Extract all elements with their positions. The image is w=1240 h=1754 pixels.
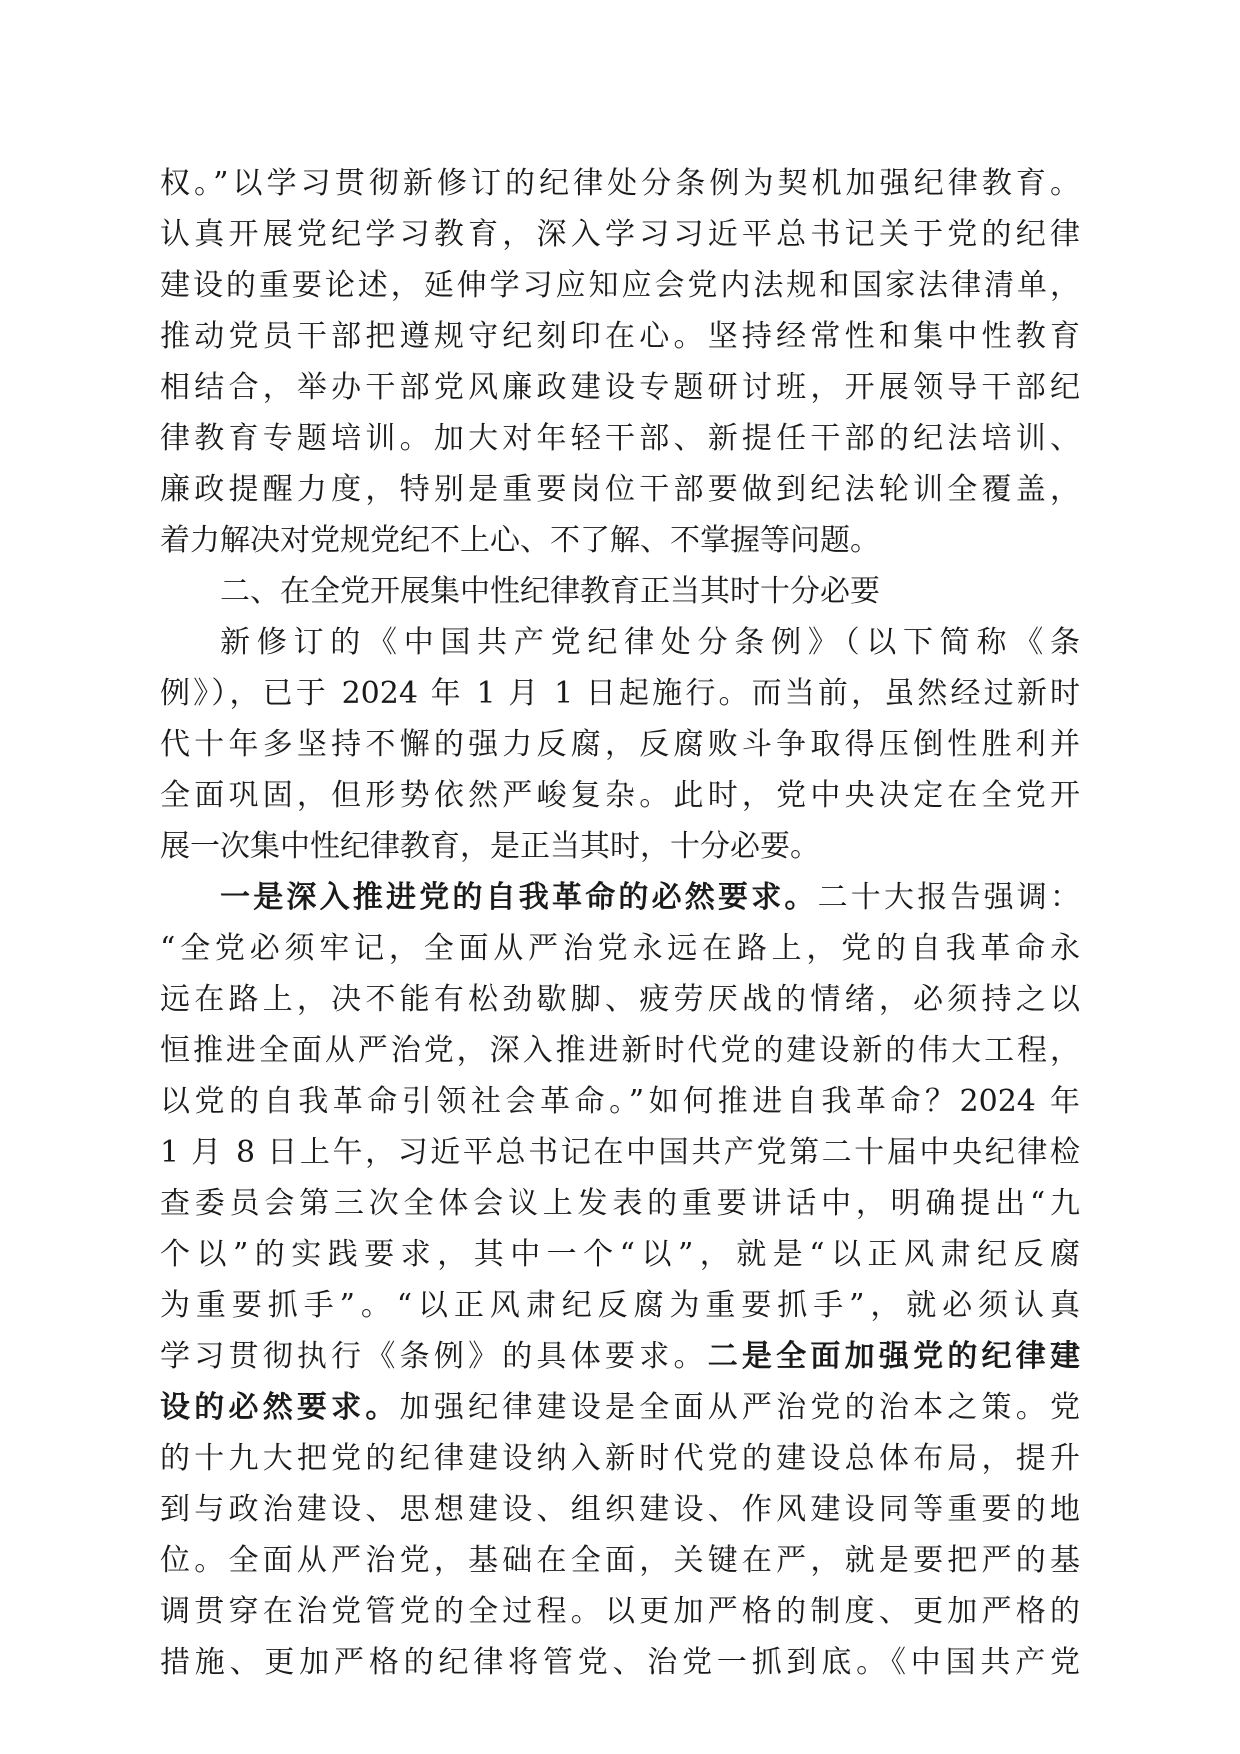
text-line: 展一次集中性纪律教育，是正当其时，十分必要。 — [160, 829, 820, 864]
text-line: 为重要抓手”。“以正风肃纪反腐为重要抓手”，就必须认真 — [160, 1288, 1080, 1323]
bold-lead-point-2-cont: 设的必然要求。 — [160, 1390, 400, 1425]
bold-lead-point-1: 一是深入推进党的自我革命的必然要求。 — [220, 880, 818, 915]
bold-lead-point-2: 二是全面加强党的纪律建 — [707, 1339, 1081, 1374]
text-line: 着力解决对党规党纪不上心、不了解、不掌握等问题。 — [160, 523, 880, 558]
text-line: 新修订的《中国共产党纪律处分条例》（以下简称《条 — [220, 625, 1080, 660]
text-line: 远在路上，决不能有松劲歇脚、疲劳厌战的情绪，必须持之以 — [160, 982, 1080, 1017]
text-line: 调贯穿在治党管党的全过程。以更加严格的制度、更加严格的 — [160, 1594, 1080, 1629]
text-line: 全面巩固，但形势依然严峻复杂。此时，党中央决定在全党开 — [160, 778, 1080, 813]
text-line: “全党必须牢记，全面从严治党永远在路上，党的自我革命永 — [160, 931, 1080, 966]
text-line: 建设的重要论述，延伸学习应知应会党内法规和国家法律清单， — [160, 268, 1080, 303]
text-line: 律教育专题培训。加大对年轻干部、新提任干部的纪法培训、 — [160, 421, 1080, 456]
text-segment: 二十大报告强调： — [817, 880, 1081, 915]
text-line: 个以”的实践要求，其中一个“以”，就是“以正风肃纪反腐 — [160, 1237, 1080, 1272]
text-line: 相结合，举办干部党风廉政建设专题研讨班，开展领导干部纪 — [160, 370, 1080, 405]
text-segment: 加强纪律建设是全面从严治党的治本之策。党 — [399, 1390, 1081, 1425]
text-line: 措施、更加严格的纪律将管党、治党一抓到底。《中国共产党 — [160, 1645, 1080, 1680]
text-line: 查委员会第三次全体会议上发表的重要讲话中，明确提出“九 — [160, 1186, 1080, 1221]
section-heading: 二、在全党开展集中性纪律教育正当其时十分必要 — [220, 574, 880, 609]
text-line: 位。全面从严治党，基础在全面，关键在严，就是要把严的基 — [160, 1543, 1080, 1578]
text-segment: 学习贯彻执行《条例》的具体要求。 — [160, 1339, 708, 1374]
text-line: 权。”以学习贯彻新修订的纪律处分条例为契机加强纪律教育。 — [160, 166, 1080, 201]
text-line: 到与政治建设、思想建设、组织建设、作风建设同等重要的地 — [160, 1492, 1080, 1527]
text-line: 例》），已于 2024 年 1 月 1 日起施行。而当前，虽然经过新时 — [160, 676, 1080, 711]
text-line: 1 月 8 日上午，习近平总书记在中国共产党第二十届中央纪律检 — [160, 1135, 1080, 1170]
text-line: 以党的自我革命引领社会革命。”如何推进自我革命？2024 年 — [160, 1084, 1080, 1119]
text-line: 的十九大把党的纪律建设纳入新时代党的建设总体布局，提升 — [160, 1441, 1080, 1476]
text-line — [160, 1333, 1080, 1381]
text-line — [160, 1384, 1080, 1432]
text-line: 恒推进全面从严治党，深入推进新时代党的建设新的伟大工程， — [160, 1033, 1080, 1068]
text-line: 认真开展党纪学习教育，深入学习习近平总书记关于党的纪律 — [160, 217, 1080, 252]
text-line: 代十年多坚持不懈的强力反腐，反腐败斗争取得压倒性胜利并 — [160, 727, 1080, 762]
text-line — [220, 874, 1080, 922]
text-line: 廉政提醒力度，特别是重要岗位干部要做到纪法轮训全覆盖， — [160, 472, 1080, 507]
text-line: 推动党员干部把遵规守纪刻印在心。坚持经常性和集中性教育 — [160, 319, 1080, 354]
